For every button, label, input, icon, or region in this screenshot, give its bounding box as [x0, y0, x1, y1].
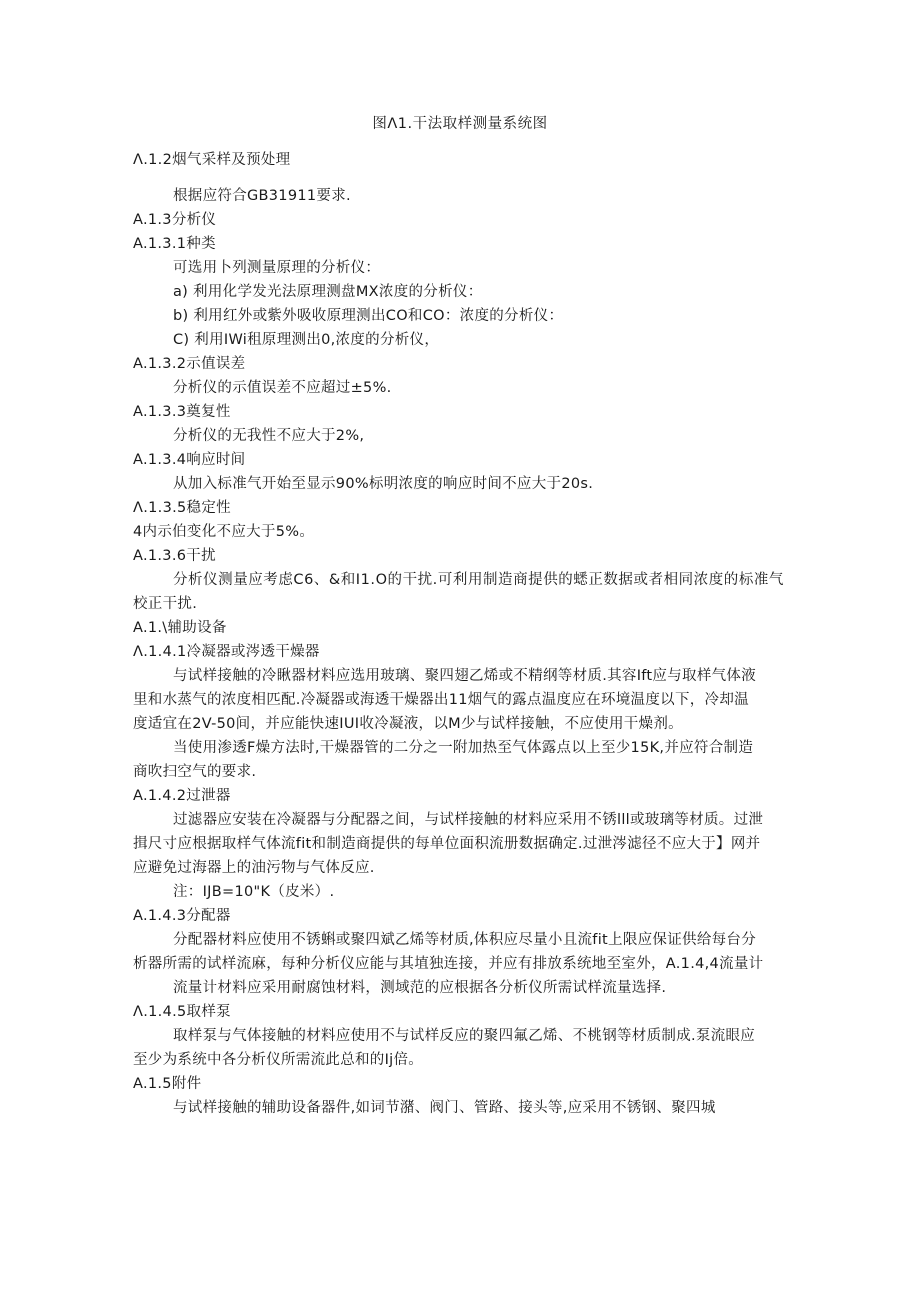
list-item: C) 利用IWi租原理测出0,浓度的分析仪， [173, 332, 440, 348]
paragraph: 从加入标准气开始至显示90%标明浓度的响应时间不应大于20s. [173, 476, 594, 492]
list-item: b) 利用红外或紫外吸收原理测出CO和CO：浓度的分析仪： [173, 308, 564, 324]
subsection-heading: Λ.1.3.5稳定性 [133, 500, 231, 516]
section-heading: A.1.3分析仪 [133, 212, 217, 228]
paragraph-continuation: 里和水蒸气的浓度相匹配.冷凝器或海透干燥器出11烟气的露点温度应在环境温度以下，冷却温 [133, 692, 749, 708]
paragraph: 与试样接触的冷瞅器材料应选用玻璃、聚四翅乙烯或不精纲等材质.其容Ift应与取样气体液 [173, 668, 757, 684]
subsection-heading: A.1.3.4响应时间 [133, 452, 246, 468]
note: 注：IJB=10"K（皮米）. [173, 884, 335, 900]
paragraph: 分析仪测量应考虑C6、&和I1.O的干扰.可利用制造商提供的蟋正数据或者相同浓度的标准气 [173, 572, 784, 588]
paragraph-continuation: 度适宜在2V-50间，并应能快速IUI收冷凝液，以M少与试样接触，不应使用干燥剂。 [133, 716, 683, 732]
section-heading: A.1.\辅助设备 [133, 620, 227, 636]
paragraph: 分析仪的示值误差不应超过±5%. [173, 380, 392, 396]
paragraph: 当使用渗透F燥方法时,干燥器管的二分之一附加热至气体露点以上至少15K,并应符合制造 [173, 740, 754, 756]
paragraph-continuation: 析器所需的试样流麻，每种分析仪应能与其埴独连接，并应有排放系统地至室外，A.1.4,4流量计 [133, 956, 764, 972]
paragraph-continuation: 至少为系统中各分析仪所需流此总和的Ij倍。 [133, 1052, 424, 1068]
figure-caption: 图Λ1.干法取样测量系统图 [372, 116, 548, 132]
subsection-heading: A.1.3.2示值误差 [133, 356, 246, 372]
subsection-heading: Λ.1.4.5取样泵 [133, 1004, 231, 1020]
paragraph: 4内示伯变化不应大于5%。 [133, 524, 315, 540]
paragraph-continuation: 商吹扫空气的要求. [133, 764, 257, 780]
paragraph-continuation: 校正干扰. [133, 596, 198, 612]
subsection-heading: A.1.4.3分配器 [133, 908, 231, 924]
paragraph-continuation: 揖尺寸应根据取样气体流fit和制造商提供的每单位面积流册数据确定.过泄涔滤径不应大于】网并 [133, 836, 761, 852]
paragraph-continuation: 应避免过海器上的油污物与气体反应. [133, 860, 375, 876]
subsection-heading: A.1.3.3奠复性 [133, 404, 231, 420]
subsection-heading: Λ.1.4.1冷凝器或涔透干燥器 [133, 644, 320, 660]
paragraph: 可选用卜列测量原理的分析仪： [173, 260, 381, 276]
paragraph: 根据应符合GB31911要求. [173, 188, 351, 204]
paragraph: 分析仪的无我性不应大于2%, [173, 428, 365, 444]
section-heading: Λ.1.2烟气采样及预处理 [133, 152, 291, 168]
paragraph: 取样泵与气体接触的材料应使用不与试样反应的聚四氟乙烯、不桃钢等材质制成.泵流眼应 [173, 1028, 756, 1044]
paragraph: 与试样接触的辅助设备器件,如词节潴、阀门、管路、接头等,应采用不锈钢、聚四城 [173, 1100, 716, 1116]
subsection-heading: A.1.3.1种类 [133, 236, 216, 252]
subsection-heading: A.1.4.2过泄器 [133, 788, 231, 804]
paragraph: 分配器材料应使用不锈蝌或聚四斌乙烯等材质,体积应尽量小且流fit上限应保证供给每台分 [173, 932, 757, 948]
subsection-heading: A.1.3.6干扰 [133, 548, 216, 564]
paragraph: 过滤器应安装在冷凝器与分配器之间，与试样接触的材料应采用不锈lll或玻璃等材质。过泄 [173, 812, 764, 828]
paragraph-continuation: 流量计材料应采用耐腐蚀材料，测域范的应根据各分析仪所需试样流量选择. [173, 980, 667, 996]
list-item: a) 利用化学发光法原理测盘MX浓度的分析仪： [173, 284, 483, 300]
section-heading: A.1.5附件 [133, 1076, 202, 1092]
